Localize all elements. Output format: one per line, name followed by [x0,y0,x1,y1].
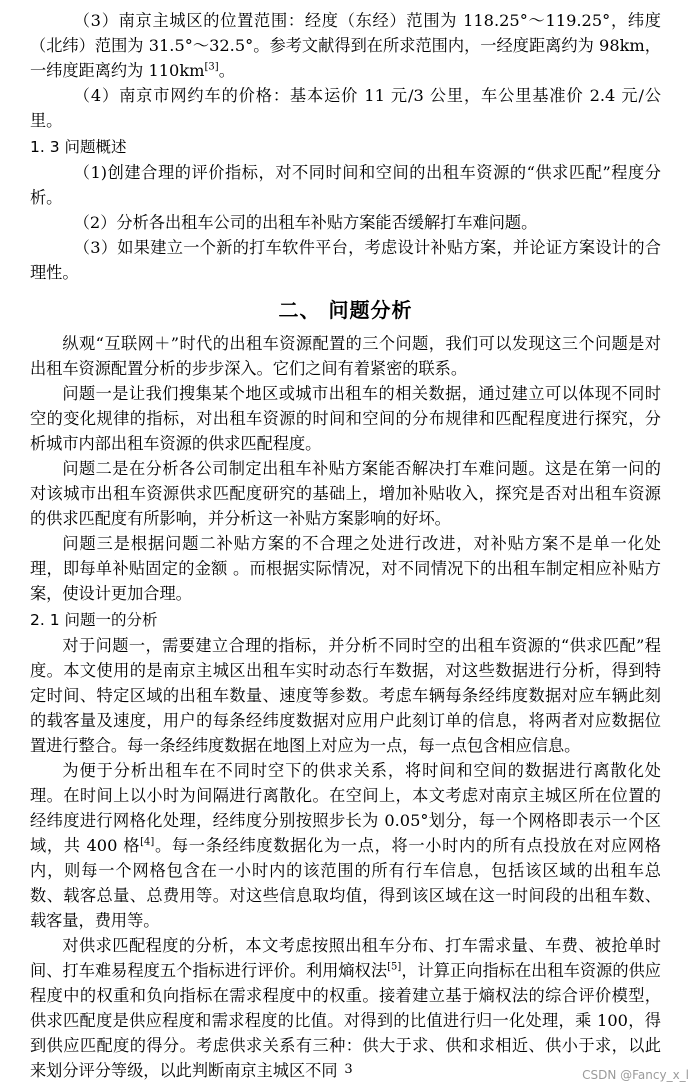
chapter-heading: 二、 问题分析 [278,298,413,322]
paragraph-problem-3: 问题三是根据问题二补贴方案的不合理之处进行改进，对补贴方案不是单一化处理，即每单补贴固定的金额 。而根据实际情况，对不同情况下的出租车制定相应补贴方案，使设计更加合理。 [30,534,661,603]
paragraph-task-3: （3）如果建立一个新的打车软件平台，考虑设计补贴方案，并论证方案设计的合理性。 [30,238,661,282]
citation-3[interactable]: [3] [204,61,219,73]
paragraph-location-range: （3）南京主城区的位置范围：经度（东经）范围为 118.25°～119.25°，纬度（北纬）范围为 31.5°～32.5°。参考文献得到在所求范围内，一经度距离约为 98km，一纬度距离约为 110km[3]。 [30,11,661,80]
paragraph-ride-price: （4）南京市网约车的价格：基本运价 11 元/3 公里，车公里基准价 2.4 元/公里。 [30,86,661,130]
citation-4[interactable]: [4] [140,836,155,848]
citation-5[interactable]: [5] [387,961,402,973]
csdn-watermark: CSDN @Fancy_x_l [582,1068,689,1082]
paragraph-problem-1: 问题一是让我们搜集某个地区或城市出租车的相关数据，通过建立可以体现不同时空的变化规律的指标，对出租车资源的时间和空间的分布规律和匹配程度进行探究，分析城市内部出租车资源的供求匹配程度。 [30,384,661,453]
paragraph-discretization: 为便于分析出租车在不同时空下的供求关系，将时间和空间的数据进行离散化处理。在时间上以小时为间隔进行离散化。在空间上，本文考虑对南京主城区所在位置的经纬度进行网格化处理，经纬度分别按照步长为 0.05°划分，每一个网格即表示一个区域，共 400 格[4]。每一条经纬度数据化为一点，将一小时内的所有点投放在对应网格内，则每一个网格包含在一小时内的该范围的所有行车信息，包括该区域的出租车总数、载客总量、总费用等。对这些信息取均值，得到该区域在这一时间段的出租车数、载客量，费用等。 [30,761,661,930]
paragraph-problem-2: 问题二是在分析各公司制定出租车补贴方案能否解决打车难问题。这是在第一问的对该城市出租车资源供求匹配度研究的基础上，增加补贴收入，探究是否对出租车资源的供求匹配度有所影响，并分析这一补贴方案影响的好坏。 [30,459,661,528]
paragraph-task-1: （1)创建合理的评价指标，对不同时间和空间的出租车资源的“供求匹配”程度分析。 [30,163,661,207]
section-heading-1-3: 1. 3 问题概述 [30,138,127,156]
page-number: 3 [344,1062,353,1077]
paragraph-analysis-intro: 对于问题一，需要建立合理的指标，并分析不同时空的出租车资源的“供求匹配”程度。本文使用的是南京主城区出租车实时动态行车数据，对这些数据进行分析，得到特定时间、特定区域的出租车数量、速度等参数。考虑车辆每条经纬度数据对应车辆此刻的载客量及速度，用户的每条经纬度数据对应用户此刻订单的信息，将两者对应数据位置进行整合。每一条经纬度数据在地图上对应为一点，每一点包含相应信息。 [30,636,661,755]
section-heading-2-1: 2. 1 问题一的分析 [30,611,158,629]
paragraph-entropy-weight: 对供求匹配程度的分析，本文考虑按照出租车分布、打车需求量、车费、被抢单时间、打车难易程度五个指标进行评价。利用熵权法[5]，计算正向指标在出租车资源的供应程度中的权重和负向指标在需求程度中的权重。接着建立基于熵权法的综合评价模型，供求匹配度是供应程度和需求程度的比值。对得到的比值进行归一化处理，乘 100，得到供应匹配度的得分。考虑供求关系有三种：供大于求、供和求相近、供小于求，以此来划分评分等级，以此判断南京主城区不同 [30,936,661,1080]
paragraph-task-2: （2）分析各出租车公司的出租车补贴方案能否缓解打车难问题。 [73,213,538,232]
paragraph-overview: 纵观“互联网＋”时代的出租车资源配置的三个问题，我们可以发现这三个问题是对出租车资源配置分析的步步深入。它们之间有着紧密的联系。 [30,334,661,378]
